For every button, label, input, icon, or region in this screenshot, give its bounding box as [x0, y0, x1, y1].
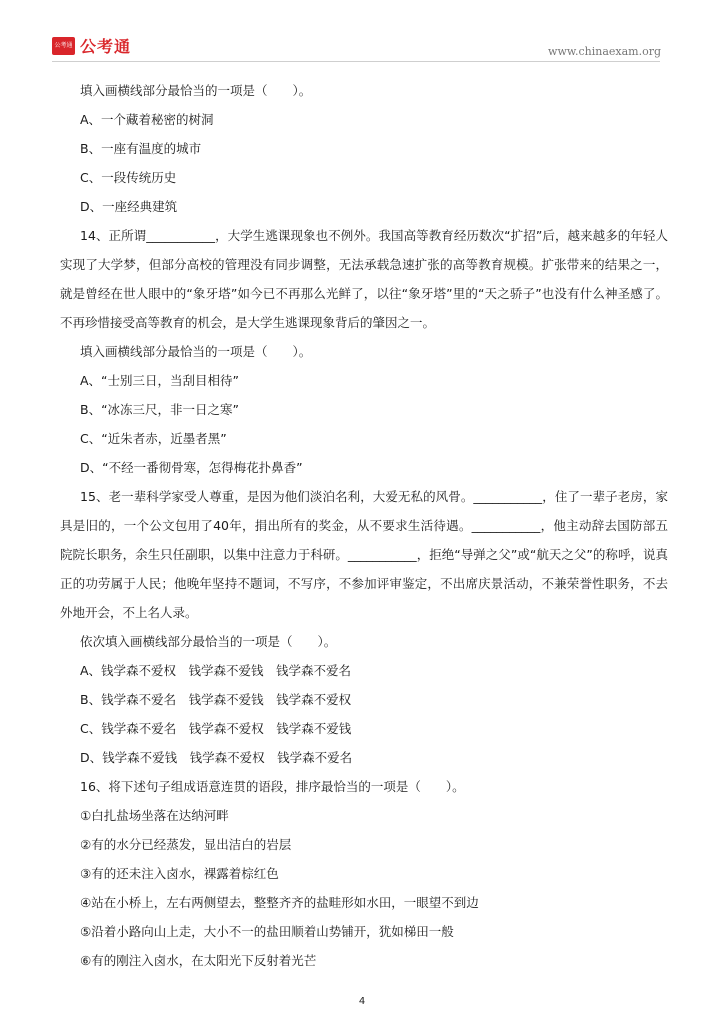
q15-option-c: C、钱学森不爱名 钱学森不爱权 钱学森不爱钱: [80, 721, 352, 736]
site-url[interactable]: www.chinaexam.org: [548, 45, 661, 58]
q14-prompt: 填入画横线部分最恰当的一项是（ ）。: [80, 344, 312, 359]
q16-item-2: ②有的水分已经蒸发，显出洁白的岩层: [80, 837, 292, 852]
header-divider: [52, 61, 660, 62]
q13-option-b: B、一座有温度的城市: [80, 141, 202, 156]
q16-item-1: ①白扎盐场坐落在达纳河畔: [80, 808, 229, 823]
document-body: [60, 76, 668, 975]
q15-option-a: A、钱学森不爱权 钱学森不爱钱 钱学森不爱名: [80, 663, 352, 678]
q13-option-c: C、一段传统历史: [80, 170, 177, 185]
q14-option-a: A、“士别三日，当刮目相待”: [80, 373, 240, 388]
logo-badge: 公考通: [52, 37, 75, 55]
q15-option-b: B、钱学森不爱名 钱学森不爱钱 钱学森不爱权: [80, 692, 352, 707]
q14-option-c: C、“近朱者赤，近墨者黑”: [80, 431, 227, 446]
q13-option-a: A、一个藏着秘密的树洞: [80, 112, 214, 127]
q16-item-6: ⑥有的刚注入卤水，在太阳光下反射着光芒: [80, 953, 317, 968]
q14-stem: 14、正所谓___________，大学生逃课现象也不例外。我国高等教育经历数次“扩招”后，越来越多的年轻人实现了大学梦，但部分高校的管理没有同步调整，无法承载急速扩张的高等教育规模。扩张带来的结果之一，就是曾经在世人眼中的“象牙塔”如今已不再那么光鲜了，以往“象牙塔”里的“天之骄子”也没有什么神圣感了。不再珍惜接受高等教育的机会，是大学生逃课现象背后的肇因之一。: [60, 228, 668, 330]
q16-item-3: ③有的还未注入卤水，裸露着棕红色: [80, 866, 279, 881]
q16-item-5: ⑤沿着小路向山上走，大小不一的盐田顺着山势铺开，犹如梯田一般: [80, 924, 454, 939]
q15-prompt: 依次填入画横线部分最恰当的一项是（ ）。: [80, 634, 337, 649]
q13-option-d: D、一座经典建筑: [80, 199, 178, 214]
logo-text: 公考通: [80, 37, 132, 56]
page-header: [0, 0, 724, 64]
q14-option-d: D、“不经一番彻骨寒，怎得梅花扑鼻香”: [80, 460, 303, 475]
q16-stem: 16、将下述句子组成语意连贯的语段，排序最恰当的一项是（ ）。: [80, 779, 465, 794]
q15-option-d: D、钱学森不爱钱 钱学森不爱权 钱学森不爱名: [80, 750, 353, 765]
q15-stem: 15、老一辈科学家受人尊重，是因为他们淡泊名利，大爱无私的风骨。___________，住了一辈子老房，家具是旧的，一个公文包用了40年，捐出所有的奖金，从不要求生活待遇。___________，他主动辞去国防部五院院长职务，余生只任副职，以集中注意力于科研。___________，拒绝“导弹之父”或“航天之父”的称呼，说真正的功劳属于人民；他晚年坚持不题词，不写序，不参加评审鉴定，不出席庆景活动，不兼荣誉性职务，不去外地开会，不上名人录。: [60, 489, 668, 620]
q13-prompt: 填入画横线部分最恰当的一项是（ ）。: [80, 83, 312, 98]
q16-item-4: ④站在小桥上，左右两侧望去，整整齐齐的盐畦形如水田，一眼望不到边: [80, 895, 479, 910]
q14-option-b: B、“冰冻三尺，非一日之寒”: [80, 402, 240, 417]
page-number: 4: [358, 996, 366, 1007]
logo[interactable]: [52, 34, 131, 57]
